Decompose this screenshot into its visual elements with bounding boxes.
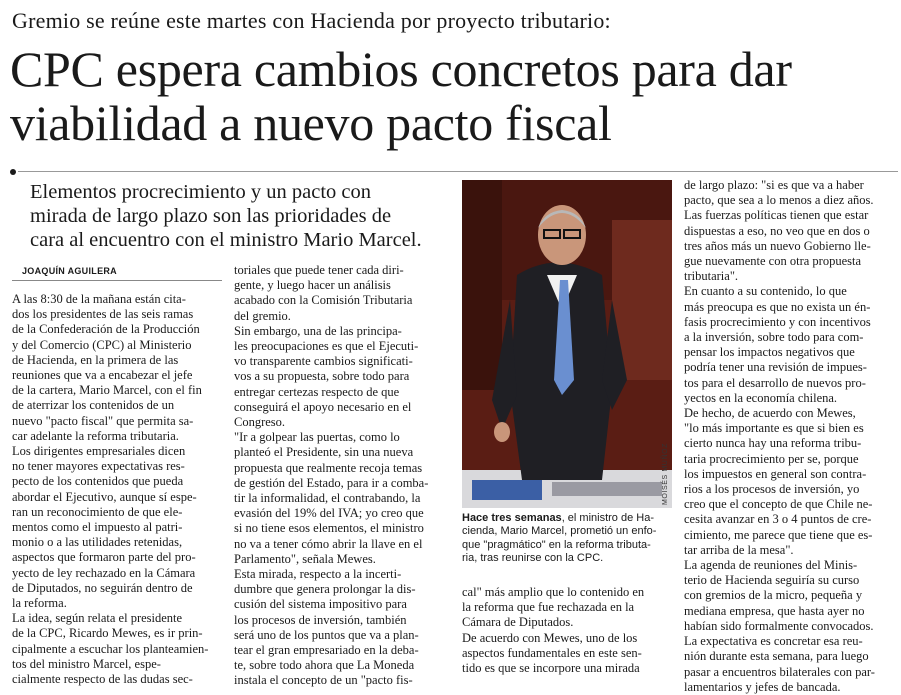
body-line: mentos como el impuesto al patri- (12, 520, 183, 535)
body-line: dumbre que genera prolongar la dis- (234, 582, 416, 597)
body-column-3 (462, 585, 674, 676)
body-line: cesita avanzar en 3 o 4 puntos de cre- (684, 512, 872, 527)
body-line: pacto, que sea a lo menos a diez años. (684, 193, 874, 208)
photo-caption (462, 512, 674, 566)
body-line: yectos en la economía chilena. (684, 390, 838, 405)
body-line: dispuestas a eso, no veo que en dos o (684, 223, 870, 238)
body-line: no va a tener cómo abrir la llave en el (234, 536, 423, 551)
body-line: no tener mayores expectativas res- (12, 459, 185, 474)
headline-line: viabilidad a nuevo pacto fiscal (10, 95, 612, 151)
body-line: de Hacienda, en la primera de las (12, 352, 179, 367)
body-line: cierto nunca hay una reforma tribu- (684, 436, 862, 451)
body-line: mediana empresa, que hasta ayer no (684, 603, 865, 618)
body-line: terio de Hacienda seguiría su curso (684, 573, 860, 588)
body-line: Las fuerzas políticas tienen que estar (684, 208, 869, 223)
body-line: tres años más un nuevo Gobierno lle- (684, 238, 871, 253)
body-line: de Diputados, no seguirán dentro de (12, 580, 193, 595)
body-line: del gremio. (234, 308, 291, 323)
body-line: planteó el Presidente, sin una nueva (234, 445, 414, 460)
body-line: Esta mirada, respecto a la incerti- (234, 567, 402, 582)
body-line: los procesos de inversión, también (234, 612, 407, 627)
body-line: a la inversión, sobre todo para com- (684, 330, 864, 345)
body-line: De hecho, de acuerdo con Mewes, (684, 406, 856, 421)
headline-line: CPC espera cambios concretos para dar (10, 41, 792, 97)
body-line: A las 8:30 de la mañana están cita- (12, 292, 186, 306)
body-line: Congreso. (234, 415, 286, 430)
body-line: la reforma. (12, 596, 67, 611)
body-line: te, sobre todo ahora que La Moneda (234, 658, 415, 673)
body-line: pasar a encuentros bilaterales con par- (684, 664, 875, 679)
body-line: de aterrizar los contenidos de un (12, 398, 175, 413)
body-line: tos del ministro Marcel, espe- (12, 656, 161, 671)
body-column-1 (12, 292, 222, 687)
caption-text: cienda, Mario Marcel, prometió un enfo- (462, 525, 657, 538)
body-line: La idea, según relata el presidente (12, 611, 183, 626)
body-line: conseguirá el apoyo necesario en el (234, 399, 412, 414)
body-line: monio o a las utilidades retenidas, (12, 535, 183, 550)
body-line: la reforma que fue rechazada en la (462, 600, 635, 615)
body-line: gente, y luego hacer un análisis (234, 278, 391, 293)
body-line: más preocupa es que no exista un én- (684, 299, 871, 314)
body-line: nión durante esta semana, para luego (684, 649, 869, 664)
caption-text: que "pragmático" en la reforma tributa- (462, 538, 651, 551)
body-line: car adelante la reforma tributaria. (12, 428, 179, 443)
body-line: tributaria". (684, 269, 739, 284)
deck-line: mirada de largo plazo son las prioridades de (30, 205, 392, 227)
body-line: La agenda de reuniones del Minis- (684, 558, 858, 573)
body-line: Parlamento", señala Mewes. (234, 551, 376, 566)
photo-credit: MOISÉS MUÑOZ (662, 442, 669, 505)
body-line: pensar los impactos negativos que (684, 345, 855, 360)
body-line: Cámara de Diputados. (462, 615, 574, 630)
body-line: de la CPC, Ricardo Mewes, es ir prin- (12, 626, 203, 641)
section-rule-dot (10, 169, 16, 175)
body-line: dos los presidentes de las seis ramas (12, 307, 194, 322)
body-line: cipalmente a escuchar los planteamien- (12, 641, 209, 656)
section-rule (18, 171, 898, 172)
body-line: evasión del 19% del IVA; yo creo que (234, 506, 424, 521)
body-line: los impuestos en general son contra- (684, 466, 867, 481)
body-line: con gremios de la micro, pequeña y (684, 588, 863, 603)
body-line: aspectos fundamentales en este sen- (462, 645, 642, 660)
body-line: lamentarios y jefes de bancada. (684, 679, 841, 694)
body-line: Los dirigentes empresariales dicen (12, 444, 186, 459)
body-column-2 (234, 263, 446, 689)
body-line: y del Comercio (CPC) al Ministerio (12, 337, 192, 352)
body-line: será uno de los puntos que va a plan- (234, 627, 419, 642)
deck-line: Elementos procrecimiento y un pacto con (30, 181, 371, 203)
body-line: cialmente respecto de las dudas sec- (12, 672, 193, 687)
body-line: tir la informalidad, el contrabando, la (234, 491, 421, 506)
body-line: instala el concepto de un "pacto fis- (234, 673, 413, 688)
minister-photo-illustration (462, 180, 672, 508)
body-line: tear el gran empresariado en la deba- (234, 643, 419, 658)
body-line: habían sido formalmente convocados. (684, 618, 874, 633)
body-line: podría tener una revisión de impues- (684, 360, 867, 375)
body-line: gue nuevamente con otra propuesta (684, 254, 862, 269)
body-line: si no tiene esos elementos, el ministro (234, 521, 424, 536)
body-line: propuesta que realmente recoja temas (234, 460, 423, 475)
body-line: fasis procrecimiento y con incentivos (684, 314, 871, 329)
body-line: yecto de ley rechazado en la Cámara (12, 565, 196, 580)
body-line: aspectos que formaron parte del pro- (12, 550, 196, 565)
body-line: cal" más amplio que lo contenido en (462, 585, 645, 599)
body-line: ran un reconocimiento de que ele- (12, 504, 183, 519)
body-line: vo transparente cambios significati- (234, 354, 413, 369)
caption-text: ria, tras reunirse con la CPC. (462, 552, 604, 565)
byline: JOAQUÍN AGUILERA (22, 266, 117, 276)
body-line: entregar certezas respecto de que (234, 384, 400, 399)
article-photo (462, 180, 672, 508)
body-line: Sin embargo, una de las principa- (234, 323, 402, 338)
caption-lead: Hace tres semanas (462, 512, 562, 524)
body-line: La expectativa es concretar esa reu- (684, 634, 863, 649)
body-line: cusión del sistema impositivo para (234, 597, 407, 612)
body-line: abordar el Ejecutivo, aunque sí espe- (12, 489, 197, 504)
body-line: vos a su propuesta, sobre todo para (234, 369, 410, 384)
byline-rule (12, 280, 222, 281)
body-line: de la Confederación de la Producción (12, 322, 200, 337)
body-line: tar arriba de la mesa". (684, 542, 794, 557)
body-line: les preocupaciones es que el Ejecuti- (234, 339, 419, 354)
body-column-4 (684, 178, 896, 695)
caption-text: , el ministro de Ha- (561, 512, 654, 524)
body-line: rios a los procesos de inversión, yo (684, 482, 860, 497)
body-line: "lo más importante es que si bien es (684, 421, 864, 436)
body-line: taria procrecimiento per se, porque (684, 451, 859, 466)
deck-line: cara al encuentro con el ministro Mario Marcel. (30, 229, 422, 251)
body-line: de largo plazo: "si es que va a haber (684, 178, 864, 192)
body-line: tos para el desarrollo de nuevos pro- (684, 375, 866, 390)
body-line: cimiento, me parece que tiene que es- (684, 527, 873, 542)
body-line: nuevo "pacto fiscal" que permita sa- (12, 413, 194, 428)
body-line: De acuerdo con Mewes, uno de los (462, 630, 638, 645)
body-line: de gestión del Estado, para ir a comba- (234, 475, 429, 490)
article-headline (10, 42, 890, 150)
body-line: En cuanto a su contenido, lo que (684, 284, 847, 299)
body-line: acabado con la Comisión Tributaria (234, 293, 413, 308)
body-line: toriales que puede tener cada diri- (234, 263, 404, 277)
body-line: "Ir a golpear las puertas, como lo (234, 430, 400, 445)
body-line: tido es que se incorpore una mirada (462, 661, 640, 676)
body-line: pecto de los contenidos que pueda (12, 474, 184, 489)
article-kicker: Gremio se reúne este martes con Hacienda por proyecto tributario: (12, 8, 611, 33)
body-line: reuniones que va a encabezar el jefe (12, 368, 193, 383)
body-line: creo que el concepto de que Chile ne- (684, 497, 873, 512)
article-deck (30, 180, 450, 252)
body-line: de la cartera, Mario Marcel, con el fin (12, 383, 202, 398)
